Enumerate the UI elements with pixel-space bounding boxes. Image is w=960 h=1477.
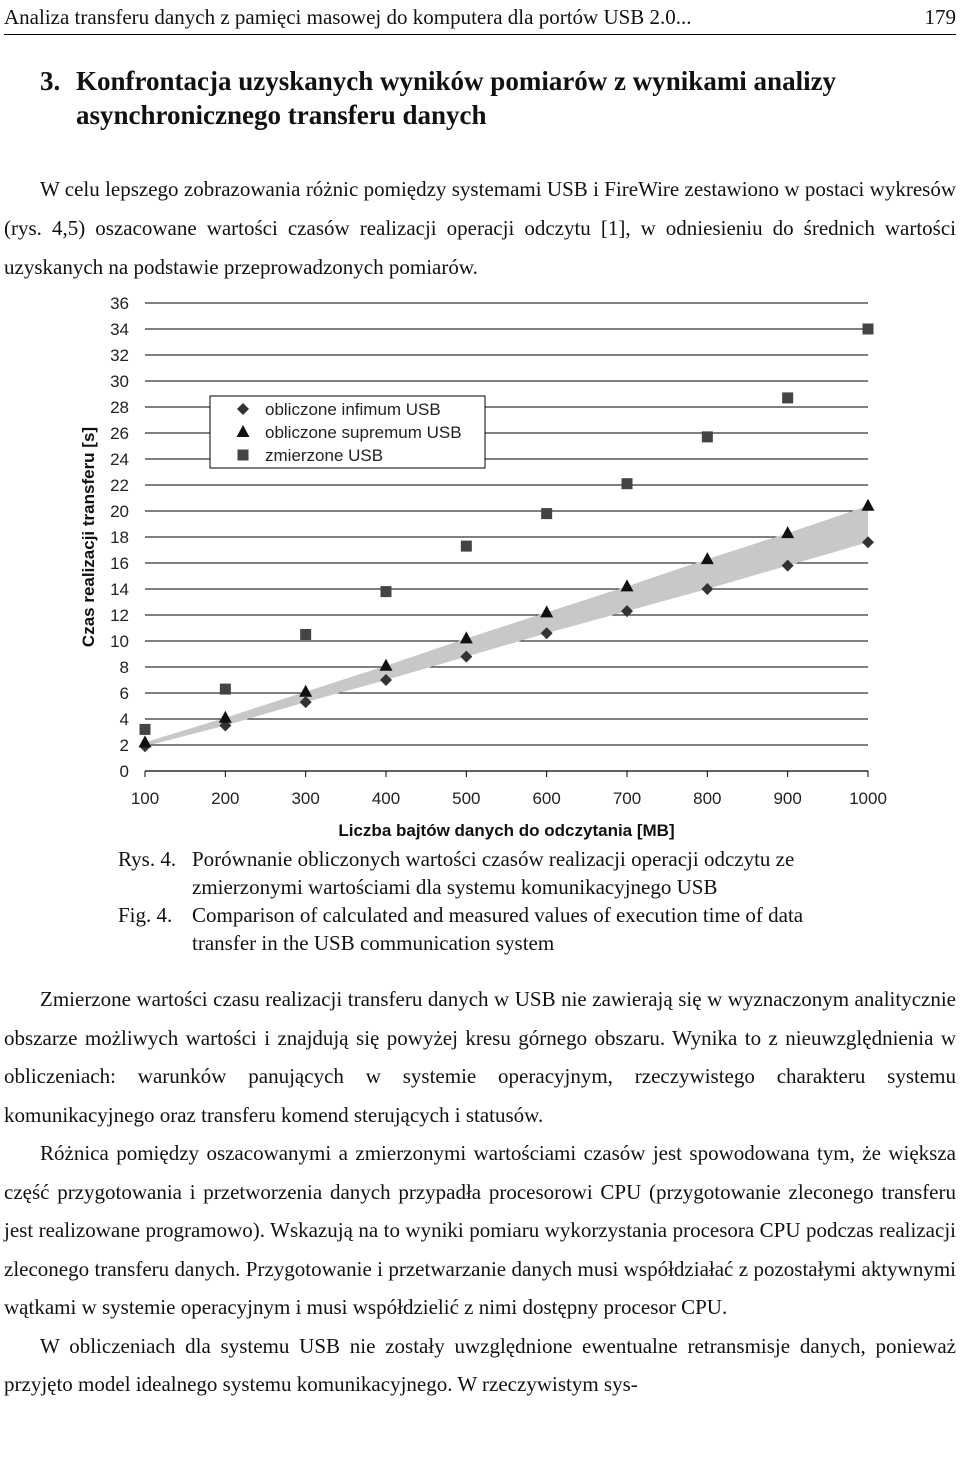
y-tick-label: 32 (110, 346, 129, 365)
legend-label: zmierzone USB (265, 446, 384, 465)
section-number: 3. (40, 66, 61, 96)
running-header (4, 0, 956, 35)
x-tick-label: 100 (130, 789, 160, 808)
square-marker (702, 431, 713, 442)
square-marker (220, 684, 231, 695)
x-tick-label: 200 (211, 789, 240, 808)
y-tick-label: 12 (110, 606, 129, 625)
y-tick-label: 20 (110, 502, 129, 521)
square-marker (782, 392, 793, 403)
square-marker (863, 324, 874, 335)
y-tick-label: 26 (110, 424, 129, 443)
y-tick-label: 8 (119, 658, 129, 677)
x-tick-label: 600 (532, 789, 561, 808)
x-tick-label: 700 (612, 789, 642, 808)
y-tick-label: 22 (110, 476, 129, 495)
caption-en-label: Fig. 4. (118, 903, 173, 927)
y-tick-label: 30 (110, 372, 129, 391)
grid-layer (145, 303, 868, 771)
caption-pl (118, 845, 858, 901)
transfer-time-chart (70, 290, 900, 845)
y-tick-label: 0 (119, 762, 129, 781)
intro-paragraph: W celu lepszego zobrazowania różnic pomiędzy systemami USB i FireWire zestawiono w postaci wykresów (rys. 4,5) oszacowane wartości czasów realizacji operacji odczytu [1], w odniesieniu do średnich wartości uzyskanych na podstawie przeprowadzonych pomiarów. (4, 177, 956, 279)
square-marker (300, 629, 311, 640)
section-title: Konfrontacja uzyskanych wyników pomiarów z wynikami analizy asynchronicznego transferu danych (76, 66, 837, 130)
x-tick-label: 900 (773, 789, 802, 808)
caption-en-text: Comparison of calculated and measured values of execution time of data transfer in the USB communication system (192, 903, 804, 955)
body-text (4, 980, 956, 1404)
body-paragraph-3: W obliczeniach dla systemu USB nie zostały uwzględnione ewentualne retransmisje danych, ponieważ przyjęto model idealnego systemu komunikacyjnego. W rzeczywistym sys- (4, 1333, 956, 1396)
square-marker (541, 508, 552, 519)
chart-svg (70, 290, 900, 845)
y-tick-label: 2 (119, 736, 129, 755)
x-tick-label: 300 (291, 789, 320, 808)
x-tick-label: 800 (693, 789, 722, 808)
legend-layer (210, 396, 485, 468)
x-tick-label: 500 (452, 789, 481, 808)
legend-square-icon (238, 450, 249, 461)
mark-layer (139, 324, 875, 753)
running-title: Analiza transferu danych z pamięci masowej do komputera dla portów USB 2.0... (4, 5, 692, 29)
square-marker (381, 586, 392, 597)
y-tick-label: 16 (110, 554, 129, 573)
y-tick-label: 34 (110, 320, 129, 339)
x-axis-title: Liczba bajtów danych do odczytania [MB] (338, 821, 675, 840)
caption-pl-text: Porównanie obliczonych wartości czasów realizacji operacji odczytu ze zmierzonymi wartościami dla systemu komunikacyjnego USB (192, 847, 795, 899)
legend-label: obliczone infimum USB (265, 400, 441, 419)
square-marker (461, 541, 472, 552)
x-tick-label: 1000 (849, 789, 887, 808)
y-tick-label: 28 (110, 398, 129, 417)
y-tick-label: 18 (110, 528, 129, 547)
x-tick-label: 400 (371, 789, 401, 808)
range-band (145, 506, 868, 747)
y-tick-label: 24 (110, 450, 129, 469)
intro-paragraph-block (4, 170, 956, 287)
section-heading (40, 64, 940, 132)
y-axis-title: Czas realizacji transferu [s] (79, 426, 98, 648)
y-tick-label: 6 (119, 684, 129, 703)
legend-label: obliczone supremum USB (265, 423, 462, 442)
square-marker (622, 478, 633, 489)
body-paragraph-2: Różnica pomiędzy oszacowanymi a zmierzonymi wartościami czasów jest spowodowana tym, że większa część przygotowania i przetworzenia danych przypadła procesorowi CPU (przygotowanie zleconego transferu jest realizowane programowo). Wskazują na to wyniki pomiaru wykorzystania procesora CPU podczas realizacji zleconego transferu danych. Przygotowanie i przetwarzanie danych musi współdziałać z pozostałymi aktywnymi wątkami w systemie operacyjnym i musi współdzielić z nimi dostępny procesor CPU. (4, 1141, 956, 1319)
caption-en (118, 901, 858, 957)
square-marker (140, 724, 151, 735)
y-tick-label: 4 (119, 710, 129, 729)
page-number: 179 (924, 5, 956, 29)
caption-pl-label: Rys. 4. (118, 847, 177, 871)
y-tick-label: 36 (110, 294, 129, 313)
y-tick-label: 14 (110, 580, 129, 599)
band-layer (145, 506, 868, 747)
triangle-marker (862, 499, 875, 511)
body-paragraph-1: Zmierzone wartości czasu realizacji transferu danych w USB nie zawierają się w wyznaczonym analitycznie obszarze możliwych wartości i znajdują się powyżej kresu górnego obszaru. Wynika to z nieuwzględnienia w obliczeniach: warunków panujących w systemie operacyjnym, rzeczywistego charakteru systemu komunikacyjnego oraz transferu komend sterujących i statusów. (4, 987, 956, 1127)
y-tick-label: 10 (110, 632, 129, 651)
figure-caption (118, 845, 858, 957)
